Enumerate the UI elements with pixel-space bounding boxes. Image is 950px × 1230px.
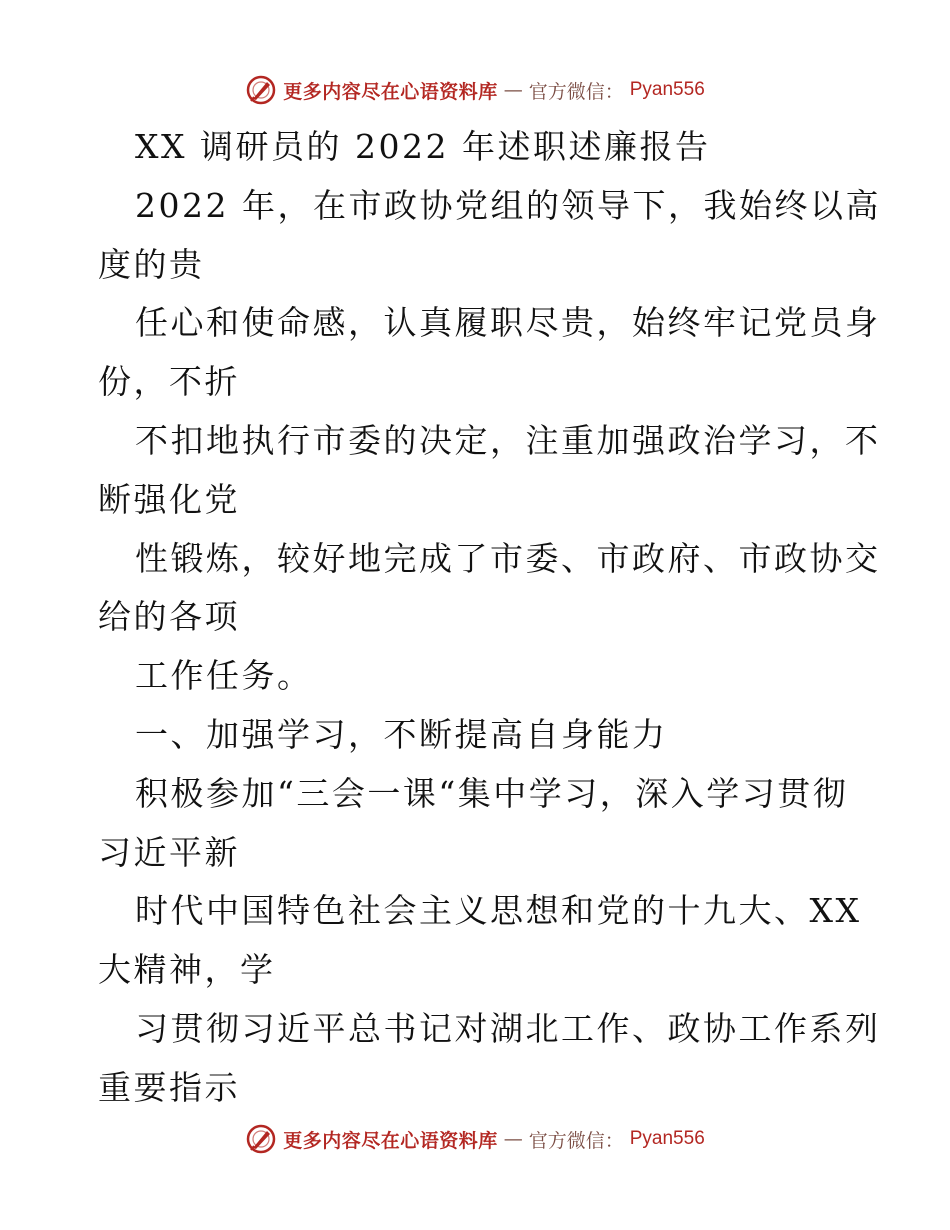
watermark-title: 更多内容尽在心语资料库 bbox=[283, 1129, 498, 1152]
text-line: 重要指示 bbox=[98, 1067, 240, 1107]
text-line: 积极参加“三会一课“集中学习，深入学习贯彻 bbox=[135, 773, 849, 813]
text-line: 给的各项 bbox=[98, 597, 240, 637]
text-line: 2022 年，在市政协党组的领导下，我始终以高 bbox=[135, 185, 881, 225]
footer-watermark bbox=[0, 1119, 950, 1159]
text-line: 性锻炼，较好地完成了市委、市政府、市政协交 bbox=[135, 538, 881, 578]
watermark-account: Pyan556 bbox=[629, 79, 705, 100]
text-line: 工作任务。 bbox=[135, 656, 313, 696]
watermark-title: 更多内容尽在心语资料库 bbox=[283, 80, 498, 103]
text-line: 时代中国特色社会主义思想和党的十九大、XX bbox=[135, 891, 862, 931]
document-title: XX 调研员的 2022 年述职述廉报告 bbox=[135, 127, 711, 166]
watermark-label: 官方微信： bbox=[528, 1129, 624, 1152]
quill-logo-icon bbox=[245, 74, 277, 106]
document-body bbox=[98, 118, 881, 1118]
text-line: 份，不折 bbox=[98, 362, 240, 402]
header-watermark bbox=[0, 70, 950, 110]
watermark-dash: — bbox=[503, 1128, 523, 1150]
text-line: 断强化党 bbox=[98, 479, 240, 519]
text-line: 习贯彻习近平总书记对湖北工作、政协工作系列 bbox=[135, 1008, 881, 1048]
quill-logo-icon bbox=[245, 1123, 277, 1155]
watermark-dash: — bbox=[503, 79, 523, 101]
text-line: 大精神，学 bbox=[98, 950, 276, 990]
watermark-account: Pyan556 bbox=[629, 1128, 705, 1149]
watermark-label: 官方微信： bbox=[528, 80, 624, 103]
text-line: 习近平新 bbox=[98, 832, 240, 872]
text-line: 任心和使命感，认真履职尽贵，始终牢记党员身 bbox=[135, 303, 881, 343]
text-line: 不扣地执行市委的决定，注重加强政治学习，不 bbox=[135, 420, 881, 460]
section-heading: 一、加强学习，不断提高自身能力 bbox=[135, 714, 668, 754]
text-line: 度的贵 bbox=[98, 244, 205, 284]
